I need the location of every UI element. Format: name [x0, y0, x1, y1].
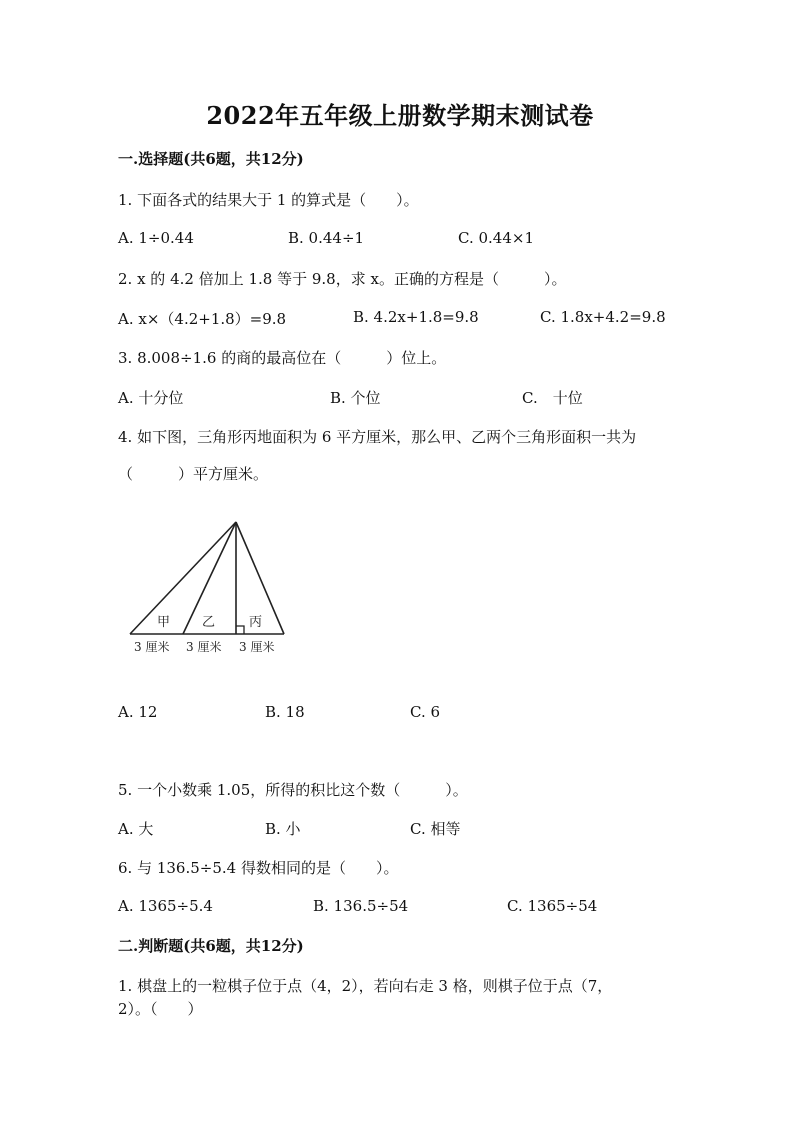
judgment-1-line1: 1. 棋盘上的一粒棋子位于点（4，2），若向右走 3 格，则棋子位于点（7，: [118, 977, 613, 995]
question-4-option-a: A. 12: [118, 703, 158, 721]
label-jia: 甲: [157, 615, 171, 630]
question-4-option-b: B. 18: [265, 703, 305, 721]
label-yi: 乙: [202, 615, 216, 630]
question-1-stem: 1. 下面各式的结果大于 1 的算式是（ ）。: [118, 191, 419, 209]
question-6-option-b: B. 136.5÷54: [313, 897, 409, 915]
right-angle-mark: [236, 626, 244, 634]
question-2-option-c: C. 1.8x+4.2=9.8: [540, 308, 666, 326]
question-1-option-a: A. 1÷0.44: [118, 229, 194, 247]
question-5-stem: 5. 一个小数乘 1.05，所得的积比这个数（ ）。: [118, 781, 468, 799]
question-2-option-b: B. 4.2x+1.8=9.8: [353, 308, 479, 326]
question-1-option-c: C. 0.44×1: [458, 229, 534, 247]
question-4-stem-line2: （ ）平方厘米。: [118, 465, 269, 483]
question-3-option-b: B. 个位: [330, 389, 381, 407]
question-2-option-a: A. x×（4.2+1.8）=9.8: [118, 310, 287, 328]
section-heading-choice: 一.选择题(共6题，共12分): [118, 150, 304, 168]
question-3-stem: 3. 8.008÷1.6 的商的最高位在（ ）位上。: [118, 349, 447, 367]
question-2-stem: 2. x 的 4.2 倍加上 1.8 等于 9.8，求 x。正确的方程是（ ）。: [118, 270, 567, 288]
question-6-option-c: C. 1365÷54: [507, 897, 598, 915]
section-heading-judgment: 二.判断题(共6题，共12分): [118, 937, 304, 955]
question-5-option-c: C. 相等: [410, 820, 461, 838]
base-label-3: 3 厘米: [239, 640, 275, 654]
question-4-option-c: C. 6: [410, 703, 441, 721]
question-4-stem-line1: 4. 如下图，三角形丙地面积为 6 平方厘米，那么甲、乙两个三角形面积一共为: [118, 428, 637, 446]
question-6-option-a: A. 1365÷5.4: [118, 897, 213, 915]
base-label-1: 3 厘米: [134, 640, 170, 654]
triangle-figure: [124, 514, 304, 664]
question-1-option-b: B. 0.44÷1: [288, 229, 365, 247]
question-6-stem: 6. 与 136.5÷5.4 得数相同的是（ ）。: [118, 859, 399, 877]
question-5-option-b: B. 小: [265, 820, 301, 838]
label-bing: 丙: [249, 615, 263, 630]
base-label-2: 3 厘米: [186, 640, 222, 654]
question-5-option-a: A. 大: [118, 820, 154, 838]
page-title: 2022年五年级上册数学期末测试卷: [206, 101, 594, 130]
judgment-1-line2: 2）。（ ）: [118, 1000, 203, 1018]
question-3-option-a: A. 十分位: [118, 389, 184, 407]
figure-left-side: [130, 522, 236, 634]
question-3-option-c: C. 十位: [522, 389, 583, 407]
